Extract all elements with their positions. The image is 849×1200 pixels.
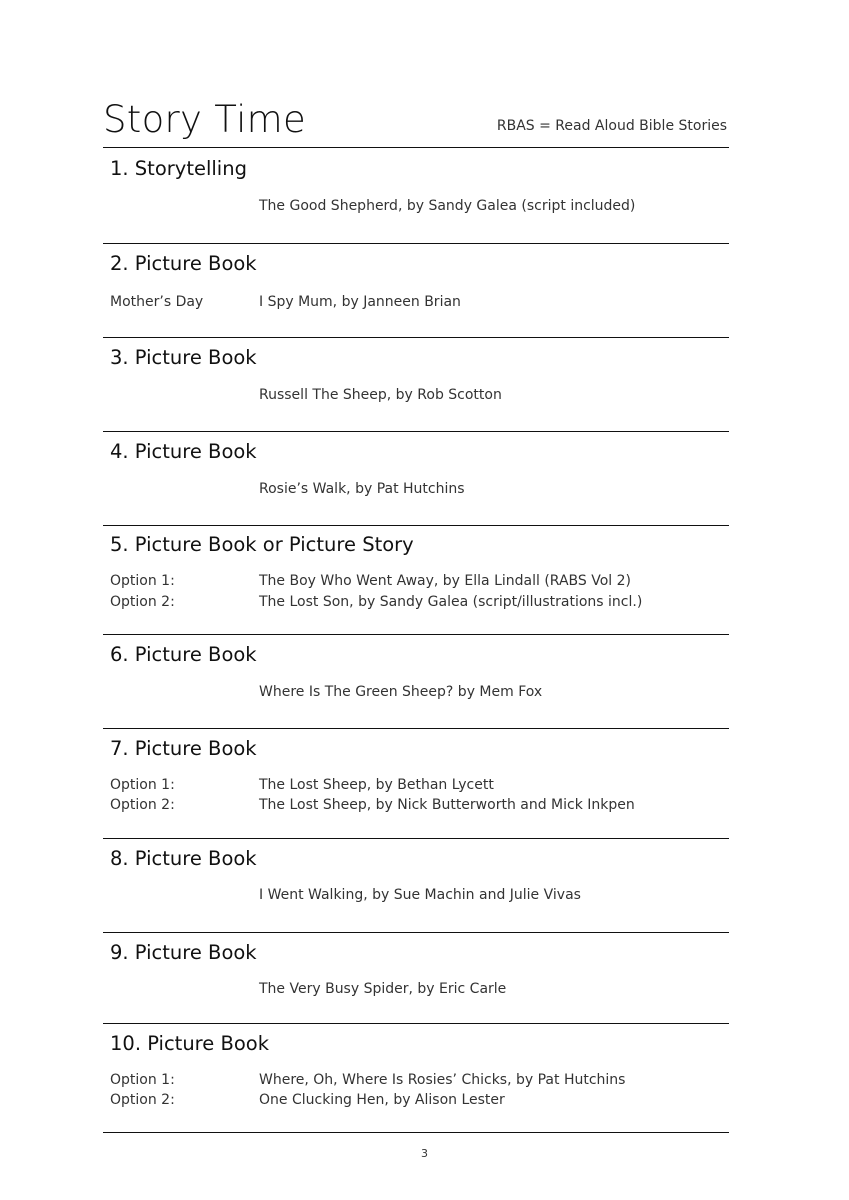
header-rule <box>103 147 729 148</box>
section-rule <box>103 634 729 635</box>
row-label: Option 1: <box>110 1072 175 1088</box>
row-text: Where Is The Green Sheep? by Mem Fox <box>259 684 543 700</box>
story-row <box>103 592 729 612</box>
section-rule <box>103 337 729 338</box>
row-text: I Went Walking, by Sue Machin and Julie Vivas <box>259 887 581 903</box>
story-row <box>103 682 729 702</box>
abbreviation-legend: RBAS = Read Aloud Bible Stories <box>496 118 727 134</box>
page-header <box>103 98 729 148</box>
row-text: The Lost Sheep, by Nick Butterworth and Mick Inkpen <box>259 797 635 813</box>
section-title: 10. Picture Book <box>110 1032 269 1055</box>
section-rule <box>103 838 729 839</box>
story-row <box>103 479 729 499</box>
section-title: 8. Picture Book <box>110 847 257 870</box>
row-text: One Clucking Hen, by Alison Lester <box>259 1092 505 1108</box>
row-text: Where, Oh, Where Is Rosies’ Chicks, by Pat Hutchins <box>259 1072 626 1088</box>
page-title: Story Time <box>103 98 307 141</box>
section-rule <box>103 431 729 432</box>
section-title: 3. Picture Book <box>110 346 257 369</box>
row-text: The Good Shepherd, by Sandy Galea (script included) <box>259 198 636 214</box>
footer-rule <box>103 1132 729 1133</box>
story-row <box>103 571 729 591</box>
story-row <box>103 775 729 795</box>
story-row <box>103 1090 729 1110</box>
row-text: I Spy Mum, by Janneen Brian <box>259 294 461 310</box>
section-rule <box>103 1023 729 1024</box>
row-text: The Boy Who Went Away, by Ella Lindall (RABS Vol 2) <box>259 573 631 589</box>
row-text: The Lost Son, by Sandy Galea (script/illustrations incl.) <box>259 594 643 610</box>
row-text: The Lost Sheep, by Bethan Lycett <box>259 777 494 793</box>
section-rule <box>103 932 729 933</box>
section-rule <box>103 525 729 526</box>
section-title: 7. Picture Book <box>110 737 257 760</box>
row-text: Rosie’s Walk, by Pat Hutchins <box>259 481 465 497</box>
row-label: Option 1: <box>110 573 175 589</box>
row-text: Russell The Sheep, by Rob Scotton <box>259 387 502 403</box>
row-label: Option 1: <box>110 777 175 793</box>
story-row <box>103 885 729 905</box>
section-title: 1. Storytelling <box>110 157 247 180</box>
page-number: 3 <box>421 1147 428 1160</box>
section-title: 2. Picture Book <box>110 252 257 275</box>
story-row <box>103 1070 729 1090</box>
story-row <box>103 196 729 216</box>
section-title: 6. Picture Book <box>110 643 257 666</box>
section-rule <box>103 243 729 244</box>
section-title: 9. Picture Book <box>110 941 257 964</box>
story-row <box>103 979 729 999</box>
row-label: Mother’s Day <box>110 294 204 310</box>
section-title: 5. Picture Book or Picture Story <box>110 533 414 556</box>
story-row <box>103 385 729 405</box>
row-label: Option 2: <box>110 594 175 610</box>
row-label: Option 2: <box>110 1092 175 1108</box>
story-row <box>103 292 729 312</box>
row-text: The Very Busy Spider, by Eric Carle <box>259 981 507 997</box>
row-label: Option 2: <box>110 797 175 813</box>
section-title: 4. Picture Book <box>110 440 257 463</box>
section-rule <box>103 728 729 729</box>
story-row <box>103 795 729 815</box>
